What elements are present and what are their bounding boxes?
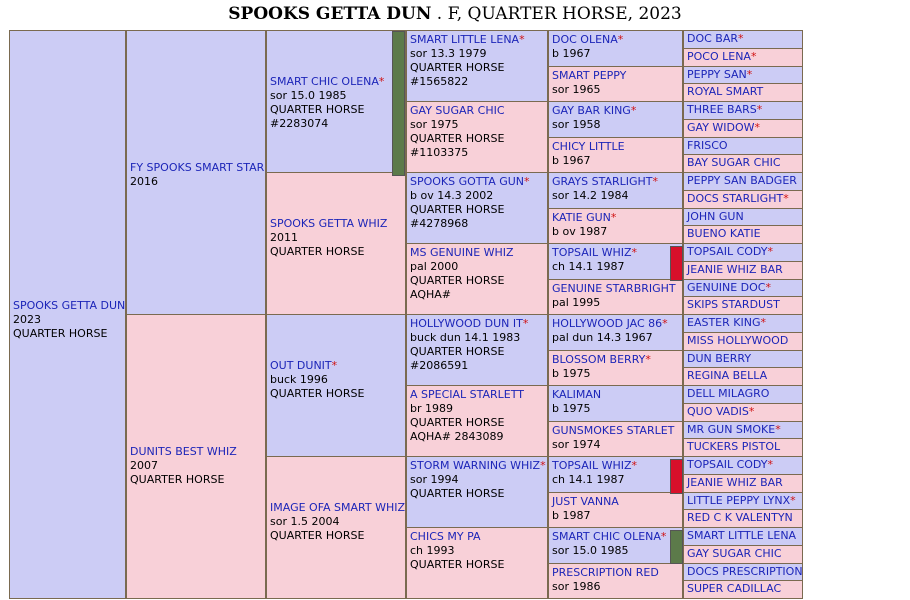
horse-name-link[interactable]: [270, 75, 402, 89]
pedigree-cell-g5-21[interactable]: [683, 385, 803, 404]
horse-detail: sor 15.0 1985: [552, 544, 629, 557]
horse-detail: b 1967: [552, 153, 591, 167]
horse-detail: sor 1986: [552, 579, 601, 593]
horse-name-link[interactable]: [687, 564, 803, 579]
horse-detail: b ov 14.3 2002: [410, 189, 494, 202]
horse-name[interactable]: EASTER KING: [687, 316, 761, 329]
horse-detail: QUARTER HORSE: [130, 473, 225, 486]
horse-name[interactable]: REGINA BELLA: [687, 369, 768, 383]
pedigree-cell-g5-20[interactable]: [683, 367, 803, 386]
registered-star-icon: *: [660, 530, 667, 543]
horse-detail: ch 1993: [410, 544, 455, 557]
horse-name-link[interactable]: [687, 245, 799, 259]
pedigree-cell-g3-7[interactable]: [406, 456, 548, 528]
pedigree-cell-g3-8[interactable]: [406, 527, 548, 599]
pedigree-cell-g5-26[interactable]: [683, 474, 803, 493]
title-details: . F, QUARTER HORSE, 2023: [431, 4, 682, 24]
pedigree-cell-g4-10[interactable]: [548, 350, 683, 387]
horse-name[interactable]: FRISCO: [687, 138, 728, 152]
horse-name[interactable]: SMART LITTLE LENA: [687, 529, 797, 542]
horse-detail: QUARTER HORSE: [270, 245, 365, 258]
registered-star-icon: *: [748, 404, 755, 418]
horse-name[interactable]: SKIPS STARDUST: [687, 298, 780, 312]
horse-name-link[interactable]: [410, 317, 544, 331]
horse-detail: ch 14.1 1987: [552, 473, 625, 486]
horse-detail: QUARTER HORSE: [410, 487, 505, 500]
pedigree-cell-g5-8[interactable]: [683, 154, 803, 173]
pedigree-cell-g5-19[interactable]: [683, 350, 803, 369]
horse-detail: br 1989: [410, 402, 453, 415]
horse-detail: sor 1974: [552, 437, 601, 451]
horse-detail: #1565822: [410, 75, 469, 88]
horse-detail: buck dun 14.1 1983: [410, 331, 521, 344]
horse-name-link[interactable]: [552, 388, 679, 402]
pedigree-cell-g5-22[interactable]: [683, 403, 803, 422]
horse-detail: sor 1.5 2004: [270, 515, 340, 528]
sire-marker-bar: [670, 459, 683, 494]
horse-detail: #2283074: [270, 117, 329, 130]
horse-name-link[interactable]: [687, 156, 799, 170]
horse-detail: pal dun 14.3 1967: [552, 331, 653, 344]
horse-name-link[interactable]: [687, 369, 799, 383]
registered-star-icon: *: [767, 245, 774, 258]
sire-marker-bar: [670, 246, 683, 281]
registered-star-icon: *: [610, 210, 617, 224]
pedigree-cell-g1-sire[interactable]: [126, 30, 266, 315]
horse-name[interactable]: TOPSAIL CODY: [687, 458, 768, 471]
horse-name[interactable]: RED C K VALENTYN: [687, 511, 793, 525]
horse-name-link[interactable]: [687, 139, 799, 153]
pedigree-cell-g3-1[interactable]: [406, 30, 548, 102]
horse-detail: QUARTER HORSE: [270, 103, 365, 116]
horse-name[interactable]: GAY SUGAR CHIC: [687, 546, 782, 560]
horse-name[interactable]: GENUINE DOC: [687, 280, 766, 294]
horse-name[interactable]: HOLLYWOOD JAC 86: [552, 317, 663, 330]
horse-name[interactable]: ROYAL SMART: [687, 85, 764, 99]
horse-name-link[interactable]: [687, 458, 799, 472]
horse-name-link[interactable]: [552, 317, 679, 331]
horse-name-link[interactable]: [687, 582, 799, 596]
horse-name-link[interactable]: [687, 210, 799, 224]
horse-name-link[interactable]: [687, 263, 799, 277]
horse-detail: sor 1965: [552, 82, 601, 96]
horse-detail: pal 1995: [552, 295, 601, 309]
horse-detail: b ov 1987: [552, 224, 608, 238]
horse-name[interactable]: SPOOKS GETTA DUN: [13, 299, 126, 312]
horse-name-link[interactable]: [552, 104, 679, 118]
horse-name-link[interactable]: [410, 104, 544, 118]
pedigree-cell-g5-27[interactable]: [683, 492, 803, 511]
pedigree-cell-g4-16[interactable]: [548, 563, 683, 600]
pedigree-cell-g5-17[interactable]: [683, 314, 803, 333]
horse-name-link[interactable]: [687, 85, 799, 99]
horse-detail: QUARTER HORSE: [410, 345, 505, 358]
horse-detail: sor 1958: [552, 118, 601, 131]
pedigree-cell-g4-1[interactable]: [548, 30, 683, 67]
horse-name[interactable]: DELL MILAGRO: [687, 387, 770, 400]
pedigree-cell-g5-15[interactable]: [683, 279, 803, 298]
page-title: [0, 4, 910, 24]
pedigree-cell-g5-25[interactable]: [683, 456, 803, 475]
registered-star-icon: *: [790, 493, 796, 507]
horse-name-link[interactable]: [687, 32, 799, 46]
horse-name[interactable]: A SPECIAL STARLETT: [410, 388, 525, 401]
horse-name[interactable]: SMART PEPPY: [552, 68, 627, 82]
horse-name[interactable]: KATIE GUN: [552, 210, 611, 224]
horse-name-link[interactable]: [687, 352, 799, 366]
horse-name-link[interactable]: [130, 161, 265, 175]
horse-detail: 2016: [130, 175, 158, 188]
horse-name-link[interactable]: [410, 459, 544, 473]
registered-star-icon: *: [522, 317, 529, 330]
horse-name[interactable]: SPOOKS GETTA WHIZ: [270, 217, 388, 230]
horse-name-link[interactable]: [552, 566, 679, 580]
horse-name-link[interactable]: [552, 424, 679, 438]
pedigree-cell-g5-18[interactable]: [683, 332, 803, 351]
pedigree-cell-g5-13[interactable]: [683, 243, 803, 262]
horse-name[interactable]: GAY BAR KING: [552, 104, 631, 117]
horse-name-link[interactable]: [410, 530, 544, 544]
horse-name[interactable]: JEANIE WHIZ BAR: [687, 475, 783, 489]
registered-star-icon: *: [760, 316, 766, 329]
registered-star-icon: *: [750, 49, 757, 63]
horse-name-link[interactable]: [687, 281, 799, 295]
horse-detail: sor 15.0 1985: [270, 89, 347, 102]
pedigree-cell-g4-6[interactable]: [548, 208, 683, 245]
horse-name[interactable]: QUO VADIS: [687, 404, 749, 418]
horse-detail: QUARTER HORSE: [270, 387, 365, 400]
horse-name-link[interactable]: [552, 175, 679, 189]
pedigree-cell-g5-3[interactable]: [683, 66, 803, 85]
pedigree-cell-g5-23[interactable]: [683, 421, 803, 440]
pedigree-cell-g2-1[interactable]: [266, 30, 406, 173]
horse-name-link[interactable]: [552, 495, 679, 509]
pedigree-cell-g5-7[interactable]: [683, 137, 803, 156]
pedigree-cell-g5-1[interactable]: [683, 30, 803, 49]
pedigree-cell-g5-29[interactable]: [683, 527, 803, 546]
registered-star-icon: *: [756, 103, 763, 116]
title-horse-name: SPOOKS GETTA DUN: [228, 4, 432, 24]
horse-detail: pal 2000: [410, 260, 459, 273]
pedigree-cell-g4-4[interactable]: [548, 137, 683, 174]
horse-name[interactable]: MISS HOLLYWOOD: [687, 333, 789, 347]
horse-name[interactable]: SMART CHIC OLENA: [270, 75, 379, 88]
horse-detail: b 1975: [552, 402, 591, 415]
pedigree-cell-g5-11[interactable]: [683, 208, 803, 227]
registered-star-icon: *: [775, 422, 781, 436]
horse-name[interactable]: JEANIE WHIZ BAR: [687, 262, 783, 276]
pedigree-cell-g3-2[interactable]: [406, 101, 548, 173]
horse-name-link[interactable]: [687, 494, 799, 508]
horse-detail: QUARTER HORSE: [410, 61, 505, 74]
horse-detail: buck 1996: [270, 373, 328, 386]
horse-detail: #2086591: [410, 359, 469, 372]
horse-name-link[interactable]: [687, 316, 799, 330]
horse-name[interactable]: DOCS PRESCRIPTION: [687, 564, 803, 578]
horse-name[interactable]: THREE BARS: [687, 103, 757, 116]
horse-detail: QUARTER HORSE: [410, 416, 505, 429]
horse-name-link[interactable]: [410, 175, 544, 189]
pedigree-cell-g5-24[interactable]: [683, 438, 803, 457]
horse-name-link[interactable]: [687, 298, 799, 312]
horse-name-link[interactable]: [687, 103, 799, 117]
horse-name-link[interactable]: [270, 217, 402, 231]
horse-name-link[interactable]: [687, 423, 799, 437]
horse-name[interactable]: DUNITS BEST WHIZ: [130, 445, 237, 458]
horse-detail: b 1967: [552, 47, 591, 60]
registered-star-icon: *: [631, 246, 638, 259]
horse-detail: QUARTER HORSE: [410, 132, 505, 145]
pedigree-cell-g5-12[interactable]: [683, 225, 803, 244]
pedigree-cell-g4-7[interactable]: [548, 243, 683, 280]
pedigree-cell-g5-5[interactable]: [683, 101, 803, 120]
horse-name[interactable]: SUPER CADILLAC: [687, 582, 782, 596]
horse-name[interactable]: GENUINE STARBRIGHT: [552, 281, 676, 295]
pedigree-cell-g5-4[interactable]: [683, 83, 803, 102]
horse-name-link[interactable]: [687, 121, 799, 135]
horse-name[interactable]: PRESCRIPTION RED: [552, 565, 659, 579]
registered-star-icon: *: [765, 280, 771, 294]
horse-name[interactable]: BLOSSOM BERRY: [552, 352, 646, 366]
horse-detail: QUARTER HORSE: [410, 274, 505, 287]
horse-name[interactable]: SPOOKS GOTTA GUN: [410, 175, 525, 188]
horse-name-link[interactable]: [687, 405, 799, 419]
horse-detail: AQHA#: [410, 288, 452, 301]
horse-detail: QUARTER HORSE: [410, 203, 505, 216]
pedigree-cell-g1-dam[interactable]: [126, 314, 266, 599]
pedigree-cell-g4-15[interactable]: [548, 527, 683, 564]
horse-name[interactable]: POCO LENA: [687, 49, 751, 63]
pedigree-cell-g2-3[interactable]: [266, 314, 406, 457]
registered-star-icon: *: [630, 104, 637, 117]
horse-name[interactable]: TOPSAIL WHIZ: [552, 246, 632, 259]
horse-detail: #4278968: [410, 217, 469, 230]
horse-name-link[interactable]: [687, 334, 799, 348]
horse-name[interactable]: OUT DUNIT: [270, 359, 332, 372]
pedigree-cell-subject[interactable]: [9, 30, 126, 599]
pedigree-cell-g4-8[interactable]: [548, 279, 683, 316]
horse-name[interactable]: FY SPOOKS SMART STAR: [130, 161, 265, 174]
horse-name[interactable]: IMAGE OFA SMART WHIZ: [270, 501, 406, 514]
horse-name-link[interactable]: [687, 68, 799, 82]
registered-star-icon: *: [767, 458, 774, 471]
pedigree-cell-g5-2[interactable]: [683, 48, 803, 67]
horse-name[interactable]: CHICS MY PA: [410, 530, 481, 543]
pedigree-cell-g5-31[interactable]: [683, 563, 803, 582]
pedigree-cell-g2-2[interactable]: [266, 172, 406, 315]
horse-detail: sor 1975: [410, 118, 459, 131]
horse-detail: AQHA# 2843089: [410, 430, 504, 443]
registered-star-icon: *: [378, 75, 385, 88]
horse-detail: b 1975: [552, 366, 591, 380]
pedigree-cell-g4-11[interactable]: [548, 385, 683, 422]
registered-star-icon: *: [617, 33, 624, 46]
horse-name-link[interactable]: [552, 211, 679, 225]
horse-name-link[interactable]: [687, 174, 799, 188]
horse-name-link[interactable]: [687, 192, 799, 206]
horse-name-link[interactable]: [410, 246, 544, 260]
pedigree-cell-g5-16[interactable]: [683, 296, 803, 315]
horse-name[interactable]: PEPPY SAN: [687, 67, 747, 81]
registered-star-icon: *: [524, 175, 530, 188]
registered-star-icon: *: [746, 67, 753, 81]
horse-name-link[interactable]: [552, 69, 679, 83]
horse-name[interactable]: PEPPY SAN BADGER: [687, 174, 797, 187]
pedigree-cell-g4-13[interactable]: [548, 456, 683, 493]
horse-name[interactable]: MR GUN SMOKE: [687, 422, 776, 436]
horse-name[interactable]: TOPSAIL CODY: [687, 245, 768, 258]
horse-detail: 2011: [270, 231, 298, 244]
horse-detail: sor 1994: [410, 473, 459, 486]
pedigree-cell-g3-6[interactable]: [406, 385, 548, 457]
pedigree-cell-g4-3[interactable]: [548, 101, 683, 138]
pedigree-cell-g4-12[interactable]: [548, 421, 683, 458]
registered-star-icon: *: [519, 33, 525, 46]
horse-name[interactable]: DOC OLENA: [552, 33, 618, 46]
horse-detail: b 1987: [552, 508, 591, 522]
registered-star-icon: *: [631, 459, 638, 472]
horse-name-link[interactable]: [270, 501, 406, 515]
horse-name[interactable]: CHICY LITTLE: [552, 139, 625, 153]
horse-name[interactable]: SMART CHIC OLENA: [552, 530, 661, 543]
horse-name-link[interactable]: [552, 530, 679, 544]
horse-name[interactable]: JOHN GUN: [687, 209, 744, 223]
pedigree-cell-g5-14[interactable]: [683, 261, 803, 280]
horse-detail: ch 14.1 1987: [552, 260, 625, 273]
pedigree-cell-g5-10[interactable]: [683, 190, 803, 209]
horse-name[interactable]: LITTLE PEPPY LYNX: [687, 493, 791, 507]
horse-detail: 2023: [13, 313, 41, 326]
pedigree-cell-g5-28[interactable]: [683, 509, 803, 528]
horse-detail: sor 14.2 1984: [552, 189, 629, 202]
registered-star-icon: *: [738, 32, 744, 45]
pedigree-cell-g4-5[interactable]: [548, 172, 683, 209]
horse-name[interactable]: GAY SUGAR CHIC: [410, 104, 505, 117]
horse-name[interactable]: TOPSAIL WHIZ: [552, 459, 632, 472]
horse-name-link[interactable]: [13, 299, 126, 313]
horse-name-link[interactable]: [410, 33, 544, 47]
horse-name[interactable]: KALIMAN: [552, 388, 602, 401]
horse-name[interactable]: SMART LITTLE LENA: [410, 33, 520, 46]
horse-name[interactable]: BAY SUGAR CHIC: [687, 156, 781, 170]
pedigree-cell-g4-9[interactable]: [548, 314, 683, 351]
horse-name[interactable]: JUST VANNA: [552, 494, 619, 508]
horse-detail: QUARTER HORSE: [410, 558, 505, 571]
pedigree-cell-g5-32[interactable]: [683, 580, 803, 599]
horse-detail: sor 13.3 1979: [410, 47, 487, 60]
horse-name-link[interactable]: [130, 445, 262, 459]
horse-name-link[interactable]: [687, 476, 799, 490]
pedigree-cell-g2-4[interactable]: [266, 456, 406, 599]
registered-star-icon: *: [783, 191, 789, 205]
horse-name-link[interactable]: [687, 387, 799, 401]
sire-marker-bar: [392, 31, 405, 176]
horse-name[interactable]: DOCS STARLIGHT: [687, 191, 784, 205]
horse-name[interactable]: DUN BERRY: [687, 351, 752, 365]
horse-name-link[interactable]: [687, 440, 799, 454]
horse-name-link[interactable]: [687, 547, 799, 561]
registered-star-icon: *: [754, 120, 761, 134]
horse-name-link[interactable]: [687, 50, 799, 64]
horse-name-link[interactable]: [552, 282, 679, 296]
horse-detail: #1103375: [410, 146, 469, 159]
horse-name[interactable]: GAY WIDOW: [687, 120, 755, 134]
registered-star-icon: *: [652, 175, 658, 188]
horse-name-link[interactable]: [410, 388, 544, 402]
pedigree-cell-g4-14[interactable]: [548, 492, 683, 529]
registered-star-icon: *: [540, 459, 546, 472]
registered-star-icon: *: [662, 317, 668, 330]
horse-name-link[interactable]: [687, 529, 799, 543]
sire-marker-bar: [670, 530, 683, 564]
pedigree-cell-g3-4[interactable]: [406, 243, 548, 315]
pedigree-cell-g4-2[interactable]: [548, 66, 683, 103]
pedigree-cell-g5-9[interactable]: [683, 172, 803, 191]
pedigree-cell-g5-6[interactable]: [683, 119, 803, 138]
horse-name-link[interactable]: [687, 511, 799, 525]
horse-name-link[interactable]: [552, 140, 679, 154]
horse-name[interactable]: TUCKERS PISTOL: [687, 440, 781, 454]
horse-name[interactable]: HOLLYWOOD DUN IT: [410, 317, 523, 330]
registered-star-icon: *: [645, 352, 651, 366]
horse-detail: 2007: [130, 459, 158, 472]
horse-name[interactable]: DOC BAR: [687, 32, 739, 45]
horse-name[interactable]: BUENO KATIE: [687, 227, 761, 241]
horse-name[interactable]: STORM WARNING WHIZ: [410, 459, 541, 472]
pedigree-cell-g5-30[interactable]: [683, 545, 803, 564]
horse-name[interactable]: MS GENUINE WHIZ: [410, 246, 514, 259]
pedigree-cell-g3-3[interactable]: [406, 172, 548, 244]
horse-name-link[interactable]: [552, 353, 679, 367]
horse-detail: QUARTER HORSE: [270, 529, 365, 542]
horse-name-link[interactable]: [687, 227, 799, 241]
horse-name[interactable]: GRAYS STARLIGHT: [552, 175, 653, 188]
horse-name-link[interactable]: [552, 459, 679, 473]
horse-name-link[interactable]: [552, 33, 679, 47]
pedigree-cell-g3-5[interactable]: [406, 314, 548, 386]
horse-name-link[interactable]: [270, 359, 402, 373]
horse-name-link[interactable]: [552, 246, 679, 260]
horse-detail: QUARTER HORSE: [13, 327, 108, 340]
registered-star-icon: *: [331, 359, 338, 372]
horse-name[interactable]: GUNSMOKES STARLET: [552, 423, 675, 437]
